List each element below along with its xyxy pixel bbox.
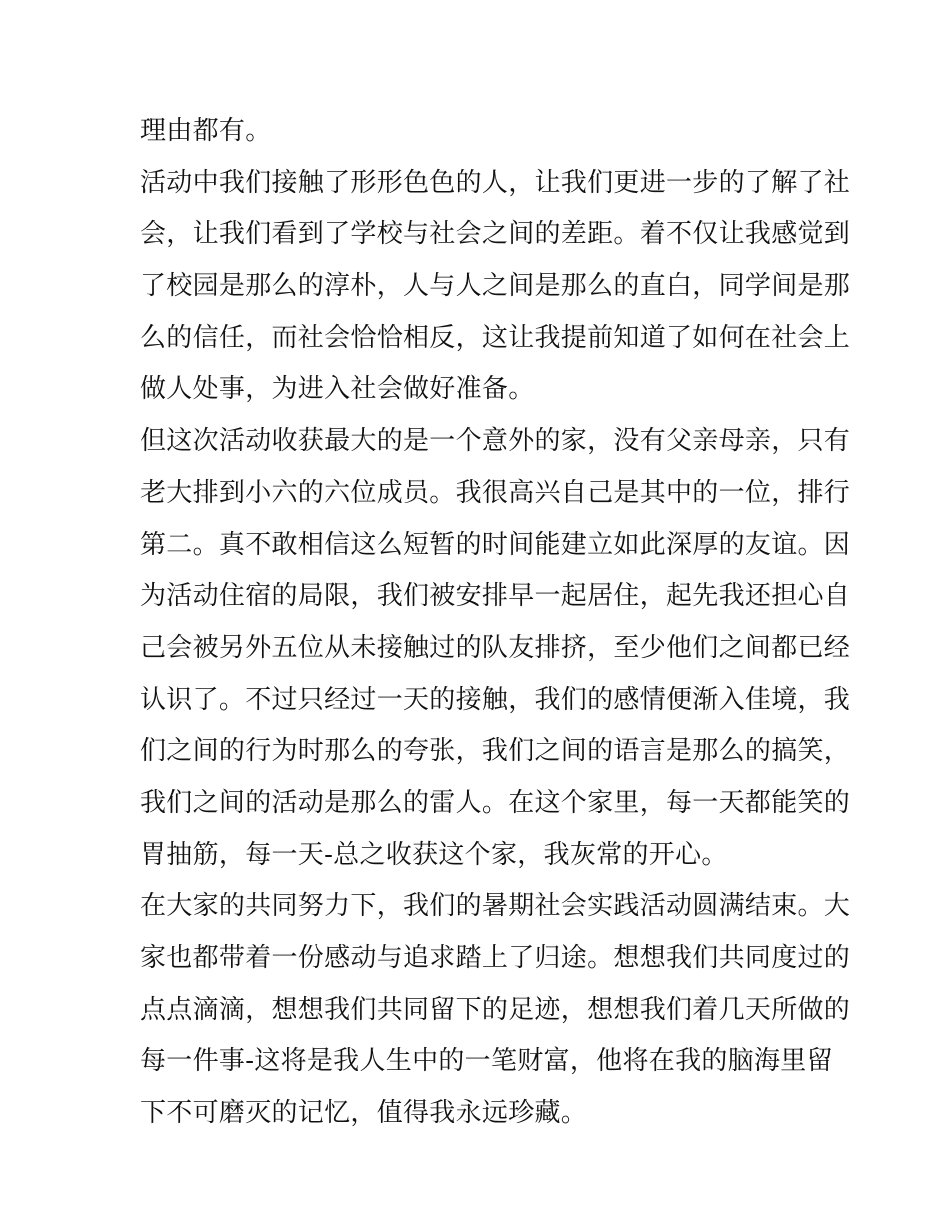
- text-line: 下不可磨灭的记忆，值得我永远珍藏。: [140, 1098, 588, 1129]
- text-line: 理由都有。: [140, 116, 272, 146]
- text-line: 家也都带着一份感动与追求踏上了归途。想想我们共同度过的: [140, 943, 851, 973]
- text-line: 么的信任，而社会恰恰相反，这让我提前知道了如何在社会上: [140, 322, 851, 353]
- text-line: 但这次活动收获最大的是一个意外的家，没有父亲母亲，只有: [140, 426, 851, 457]
- text-line: 己会被另外五位从未接触过的队友排挤，至少他们之间都已经: [140, 632, 851, 663]
- text-line: 第二。真不敢相信这么短暂的时间能建立如此深厚的友谊。因: [140, 529, 851, 560]
- text-line: 在大家的共同努力下，我们的暑期社会实践活动圆满结束。大: [140, 891, 851, 922]
- document-body: [140, 106, 851, 1140]
- text-line: 点点滴滴，想想我们共同留下的足迹，想想我们着几天所做的: [140, 994, 851, 1025]
- text-line: 我们之间的活动是那么的雷人。在这个家里，每一天都能笑的: [140, 787, 851, 818]
- text-line: 老大排到小六的六位成员。我很高兴自己是其中的一位，排行: [140, 477, 851, 508]
- text-line: 活动中我们接触了形形色色的人，让我们更进一步的了解了社: [140, 167, 851, 198]
- text-line: 每一件事-这将是我人生中的一笔财富，他将在我的脑海里留: [140, 1046, 833, 1077]
- text-line: 胃抽筋，每一天-总之收获这个家，我灰常的开心。: [140, 839, 728, 870]
- text-line: 们之间的行为时那么的夸张，我们之间的语言是那么的搞笑，: [140, 736, 851, 767]
- text-line: 为活动住宿的局限，我们被安排早一起居住，起先我还担心自: [140, 581, 851, 612]
- text-line: 做人处事，为进入社会做好准备。: [140, 374, 535, 405]
- text-line: 认识了。不过只经过一天的接触，我们的感情便渐入佳境，我: [140, 684, 851, 715]
- text-line: 了校园是那么的淳朴，人与人之间是那么的直白，同学间是那: [140, 271, 851, 302]
- text-line: 会，让我们看到了学校与社会之间的差距。着不仅让我感觉到: [140, 219, 851, 250]
